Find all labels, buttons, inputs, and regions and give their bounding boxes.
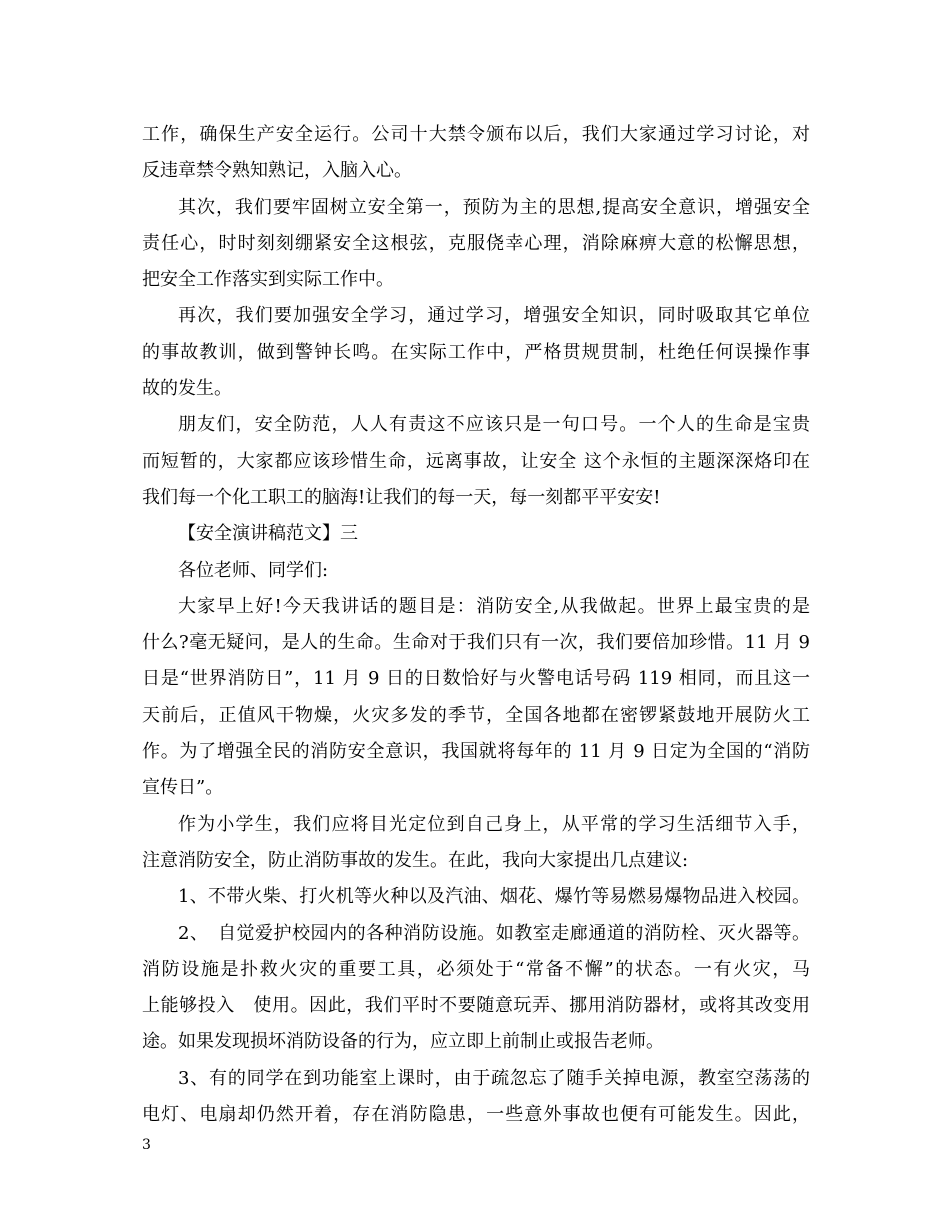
text-line: 宣传日”。 <box>142 777 224 799</box>
text-line: 把安全工作落实到实际工作中。 <box>142 269 394 291</box>
text-line: 责任心，时时刻刻绷紧安全这根弦，克服侥幸心理，消除麻痹大意的松懈思想， <box>142 232 810 254</box>
text-line: 故的发生。 <box>142 378 232 400</box>
text-line: 作为小学生，我们应将目光定位到自己身上，从平常的学习生活细节入手， <box>178 813 810 835</box>
list-item: 1、不带火柴、打火机等火种以及汽油、烟花、爆竹等易燃易爆物品进入校园。 <box>178 886 810 908</box>
text-line: 朋友们，安全防范，人人有责这不应该只是一句口号。一个人的生命是宝贵 <box>178 414 810 436</box>
text-line: 工作，确保生产安全运行。公司十大禁令颁布以后，我们大家通过学习讨论，对 <box>142 124 810 145</box>
text-line: 大家早上好!今天我讲话的题目是：消防安全,从我做起。世界上最宝贵的是 <box>178 595 810 617</box>
text-line: 的事故教训，做到警钟长鸣。在实际工作中，严格贯规贯制，杜绝任何误操作事 <box>142 341 810 363</box>
text-line: 再次，我们要加强安全学习，通过学习，增强安全知识，同时吸取其它单位 <box>178 305 810 327</box>
list-item: 2、 自觉爱护校园内的各种消防设施。如教室走廊通道的消防栓、灭火器等。 <box>178 922 810 944</box>
text-line: 什么?毫无疑问，是人的生命。生命对于我们只有一次，我们要倍加珍惜。11 月 9 <box>142 632 810 654</box>
text-line: 电灯、电扇却仍然开着，存在消防隐患，一些意外事故也便有可能发生。因此， <box>142 1104 810 1126</box>
text-line: 反违章禁令熟知熟记，入脑入心。 <box>142 160 412 182</box>
page-number: 3 <box>142 1137 151 1153</box>
text-line: 我们每一个化工职工的脑海!让我们的每一天，每一刻都平平安安! <box>142 486 661 508</box>
text-line: 日是“世界消防日”，11 月 9 日的日数恰好与火警电话号码 119 相同，而且这一 <box>142 668 810 690</box>
text-line: 天前后，正值风干物燥，火灾多发的季节，全国各地都在密锣紧鼓地开展防火工 <box>142 704 810 726</box>
text-line: 作。为了增强全民的消防安全意识，我国就将每年的 11 月 9 日定为全国的“消防 <box>142 741 810 763</box>
text-line: 注意消防安全，防止消防事故的发生。在此，我向大家提出几点建议: <box>142 849 689 871</box>
body-text <box>142 117 810 1133</box>
text-line: 而短暂的，大家都应该珍惜生命，远离事故，让安全 这个永恒的主题深深烙印在 <box>142 450 810 472</box>
section-heading: 【安全演讲稿范文】三 <box>178 523 358 545</box>
text-line: 其次，我们要牢固树立安全第一，预防为主的思想,提高安全意识，增强安全 <box>178 196 810 218</box>
list-item: 3、有的同学在到功能室上课时，由于疏忽忘了随手关掉电源，教室空荡荡的 <box>178 1067 810 1089</box>
text-line: 消防设施是扑救火灾的重要工具，必须处于“常备不懈”的状态。一有火灾，马 <box>142 958 810 980</box>
salutation: 各位老师、同学们: <box>178 559 329 581</box>
text-line: 途。如果发现损坏消防设备的行为，应立即上前制止或报告老师。 <box>142 1031 664 1053</box>
text-line: 上能够投入 使用。因此，我们平时不要随意玩弄、挪用消防器材，或将其改变用 <box>142 995 810 1017</box>
